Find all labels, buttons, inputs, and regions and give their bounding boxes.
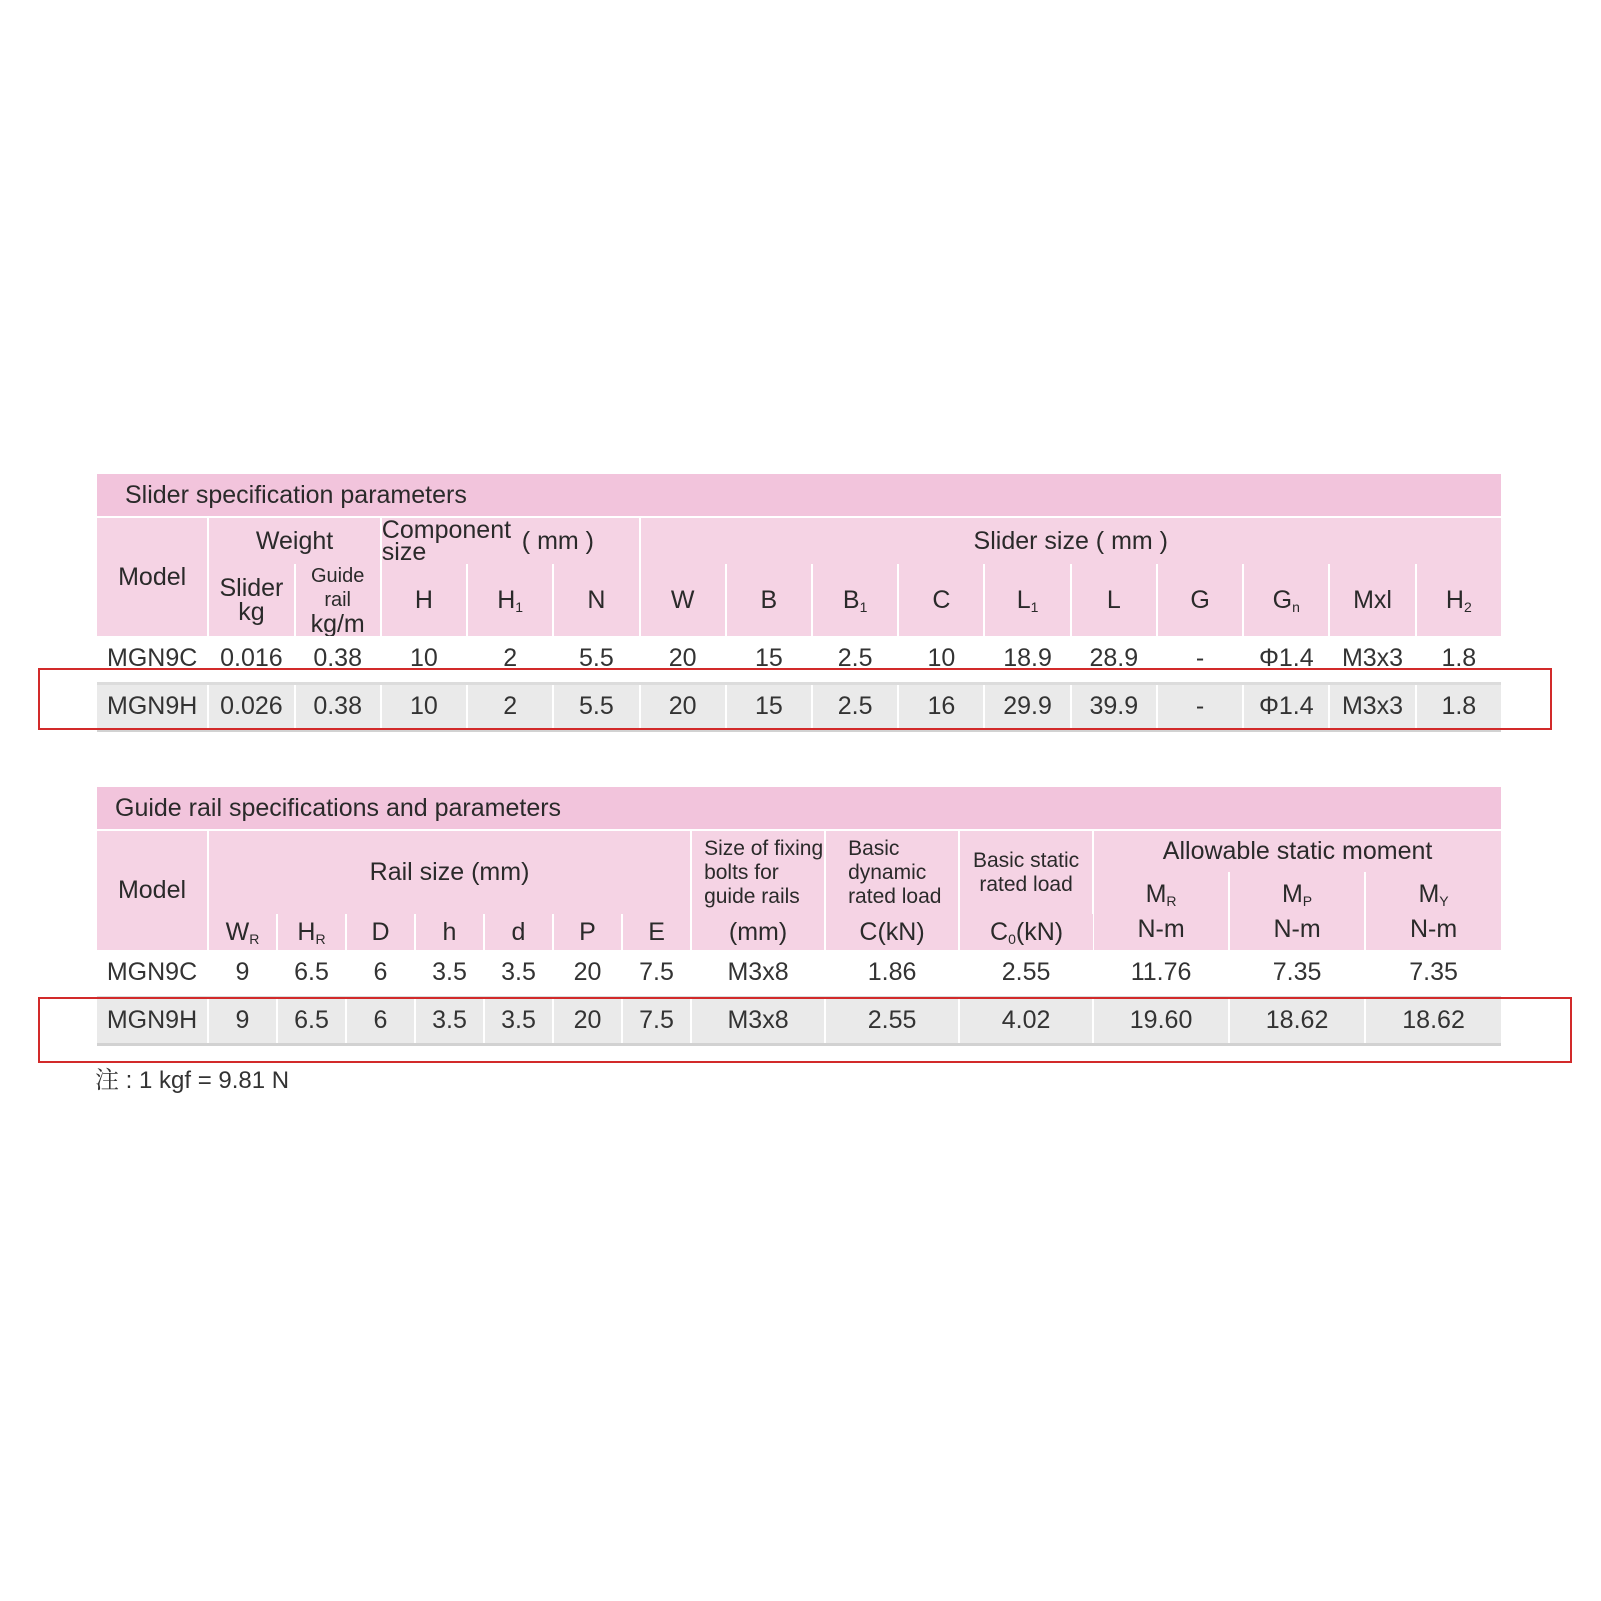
header-L1 — [984, 564, 1070, 636]
table-cell: MGN9H — [97, 683, 208, 730]
B1-sub: 1 — [859, 598, 868, 615]
table-cell: 10 — [898, 636, 984, 683]
table-row — [97, 636, 1501, 683]
bolts-line3: guide rails — [704, 884, 800, 908]
table-cell: 39.9 — [1071, 683, 1157, 730]
table-cell: 18.9 — [984, 636, 1070, 683]
B1-base: B — [842, 585, 860, 614]
table-cell: 9 — [208, 950, 277, 997]
table-cell: 11.76 — [1093, 950, 1229, 997]
table-cell: 5.5 — [553, 636, 639, 683]
table-cell: 20 — [553, 997, 622, 1044]
table-cell: M3x3 — [1329, 636, 1415, 683]
H2-base: H — [1445, 585, 1464, 614]
table-cell: 3.5 — [484, 950, 553, 997]
table-cell: 16 — [898, 683, 984, 730]
table-cell: 7.35 — [1229, 950, 1365, 997]
table-cell: 18.62 — [1365, 997, 1501, 1044]
table-cell: 2.55 — [959, 950, 1093, 997]
rail-spec-section — [97, 787, 1501, 1046]
table-cell: 6 — [346, 950, 415, 997]
table-cell: 7.5 — [622, 950, 691, 997]
table-cell: M3x8 — [691, 997, 825, 1044]
rail-header-MP — [1229, 872, 1365, 950]
header-H: H — [381, 564, 467, 636]
header-L: L — [1071, 564, 1157, 636]
table-row-highlighted — [97, 997, 1501, 1044]
table-cell: 7.5 — [622, 997, 691, 1044]
table-cell: 6.5 — [277, 950, 346, 997]
H1-sub: 1 — [515, 598, 524, 615]
table-row — [97, 950, 1501, 997]
rail-spec-table — [97, 829, 1501, 1046]
header-H2 — [1416, 564, 1501, 636]
component-size-label: Component size — [381, 517, 512, 564]
slider-spec-table — [97, 516, 1501, 732]
MP-sub: P — [1302, 892, 1313, 909]
table-cell: - — [1157, 683, 1243, 730]
table-cell: 15 — [726, 636, 812, 683]
MR-unit: N-m — [1137, 914, 1185, 943]
table-cell: 2.55 — [825, 997, 959, 1044]
rail-header-rail-size: Rail size (mm) — [208, 830, 691, 914]
table-cell: 2.5 — [812, 636, 898, 683]
header-N: N — [553, 564, 639, 636]
Gn-base: G — [1272, 585, 1293, 614]
table-cell: 1.8 — [1416, 636, 1501, 683]
rail-header-P: P — [553, 914, 622, 950]
stat-line2: rated load — [979, 872, 1073, 896]
table-cell: M3x8 — [691, 950, 825, 997]
table-cell: - — [1157, 636, 1243, 683]
rail-spec-title-text: Guide rail specifications and parameters — [115, 794, 562, 822]
header-rail-kgm — [295, 564, 381, 636]
MR-base: M — [1145, 879, 1167, 908]
WR-base: W — [225, 917, 250, 946]
bolts-line2: bolts for — [704, 860, 779, 884]
table-cell: 20 — [640, 636, 726, 683]
header-W: W — [640, 564, 726, 636]
rail-header-dyn-unit: C(kN) — [825, 914, 959, 950]
component-size-unit: ( mm ) — [521, 527, 594, 555]
table-cell: 3.5 — [415, 950, 484, 997]
table-row-highlighted — [97, 683, 1501, 730]
HR-sub: R — [315, 930, 326, 947]
table-cell: 9 — [208, 997, 277, 1044]
table-cell: M3x3 — [1329, 683, 1415, 730]
table-cell: 18.62 — [1229, 997, 1365, 1044]
table-cell: 6.5 — [277, 997, 346, 1044]
MR-symbol — [1094, 880, 1228, 915]
rail-header-dynamic-load — [825, 830, 959, 914]
table-cell: 19.60 — [1093, 997, 1229, 1044]
rail-header-stat-unit — [959, 914, 1093, 950]
rail-header-static-load — [959, 830, 1093, 914]
MY-unit: N-m — [1409, 914, 1458, 943]
rail-header-MY — [1365, 872, 1501, 950]
H1-base: H — [497, 585, 516, 614]
table-cell: 28.9 — [1071, 636, 1157, 683]
Gn-sub: n — [1292, 598, 1300, 615]
L1-sub: 1 — [1030, 598, 1039, 615]
table-cell: 0.026 — [208, 683, 294, 730]
H2-sub: 2 — [1463, 598, 1472, 615]
rail-header-WR — [208, 914, 277, 950]
table-cell: 2 — [467, 683, 553, 730]
table-cell: 2.5 — [812, 683, 898, 730]
header-slider-size: Slider size ( mm ) — [640, 517, 1501, 564]
dyn-line1: Basic — [848, 836, 900, 860]
slider-spec-title — [97, 474, 1501, 516]
header-slider-kg — [208, 564, 294, 636]
table-cell: 0.38 — [295, 636, 381, 683]
rail-kgm-line1: Guide rail — [310, 565, 365, 611]
dyn-line2: dynamic — [848, 860, 927, 884]
stat-unit-base: C — [990, 917, 1009, 946]
rail-header-model: Model — [97, 830, 208, 950]
header-model: Model — [97, 517, 208, 636]
WR-sub: R — [249, 930, 260, 947]
MY-base: M — [1418, 879, 1440, 908]
table-cell: 20 — [553, 950, 622, 997]
header-C: C — [898, 564, 984, 636]
stat-unit-tail: (kN) — [1015, 917, 1064, 946]
rail-header-MR — [1093, 872, 1229, 950]
rail-kgm-line2: kg/m — [310, 610, 365, 636]
footnote: 注 : 1 kgf = 9.81 N — [95, 1067, 290, 1094]
slider-spec-title-text: Slider specification parameters — [125, 481, 467, 509]
table-cell: MGN9C — [97, 636, 208, 683]
rail-header-D: D — [346, 914, 415, 950]
table-cell: 10 — [381, 636, 467, 683]
table-cell: MGN9C — [97, 950, 208, 997]
table-cell: 0.38 — [295, 683, 381, 730]
MR-sub: R — [1166, 892, 1177, 909]
MY-sub: Y — [1439, 892, 1449, 909]
slider-kg-line1: Slider — [219, 574, 284, 602]
rail-spec-title — [97, 787, 1501, 829]
MP-symbol — [1230, 880, 1364, 915]
table-cell: 1.8 — [1416, 683, 1501, 730]
table-cell: 4.02 — [959, 997, 1093, 1044]
table-cell: 10 — [381, 683, 467, 730]
table-cell: 29.9 — [984, 683, 1070, 730]
stat-line1: Basic static — [972, 848, 1080, 872]
HR-base: H — [297, 917, 316, 946]
table-cell: 6 — [346, 997, 415, 1044]
rail-header-d: d — [484, 914, 553, 950]
header-G: G — [1157, 564, 1243, 636]
bolts-line1: Size of fixing — [704, 836, 824, 860]
header-B1 — [812, 564, 898, 636]
table-cell: 1.86 — [825, 950, 959, 997]
slider-spec-section — [97, 474, 1501, 732]
header-Mxl: Mxl — [1329, 564, 1415, 636]
dyn-line3: rated load — [848, 884, 942, 908]
rail-header-HR — [277, 914, 346, 950]
rail-header-moment: Allowable static moment — [1093, 830, 1501, 872]
rail-header-bolts — [691, 830, 825, 914]
MP-unit: N-m — [1273, 914, 1321, 943]
table-cell: 0.016 — [208, 636, 294, 683]
header-weight: Weight — [208, 517, 380, 564]
header-H1 — [467, 564, 553, 636]
table-cell: Φ1.4 — [1243, 636, 1329, 683]
stat-unit-sub: 0 — [1008, 930, 1016, 947]
rail-header-h: h — [415, 914, 484, 950]
L1-base: L — [1016, 585, 1031, 614]
table-cell: 5.5 — [553, 683, 639, 730]
table-cell: 3.5 — [484, 997, 553, 1044]
table-cell: 20 — [640, 683, 726, 730]
header-Gn — [1243, 564, 1329, 636]
table-cell: 7.35 — [1365, 950, 1501, 997]
MY-symbol — [1366, 880, 1501, 915]
table-cell: 2 — [467, 636, 553, 683]
table-cell: 3.5 — [415, 997, 484, 1044]
header-component-size — [381, 517, 640, 564]
header-B: B — [726, 564, 812, 636]
rail-header-bolts-unit: (mm) — [691, 914, 825, 950]
rail-header-E: E — [622, 914, 691, 950]
table-cell: Φ1.4 — [1243, 683, 1329, 730]
table-cell: MGN9H — [97, 997, 208, 1044]
MP-base: M — [1281, 879, 1303, 908]
slider-kg-line2: kg — [238, 598, 265, 626]
table-cell: 15 — [726, 683, 812, 730]
